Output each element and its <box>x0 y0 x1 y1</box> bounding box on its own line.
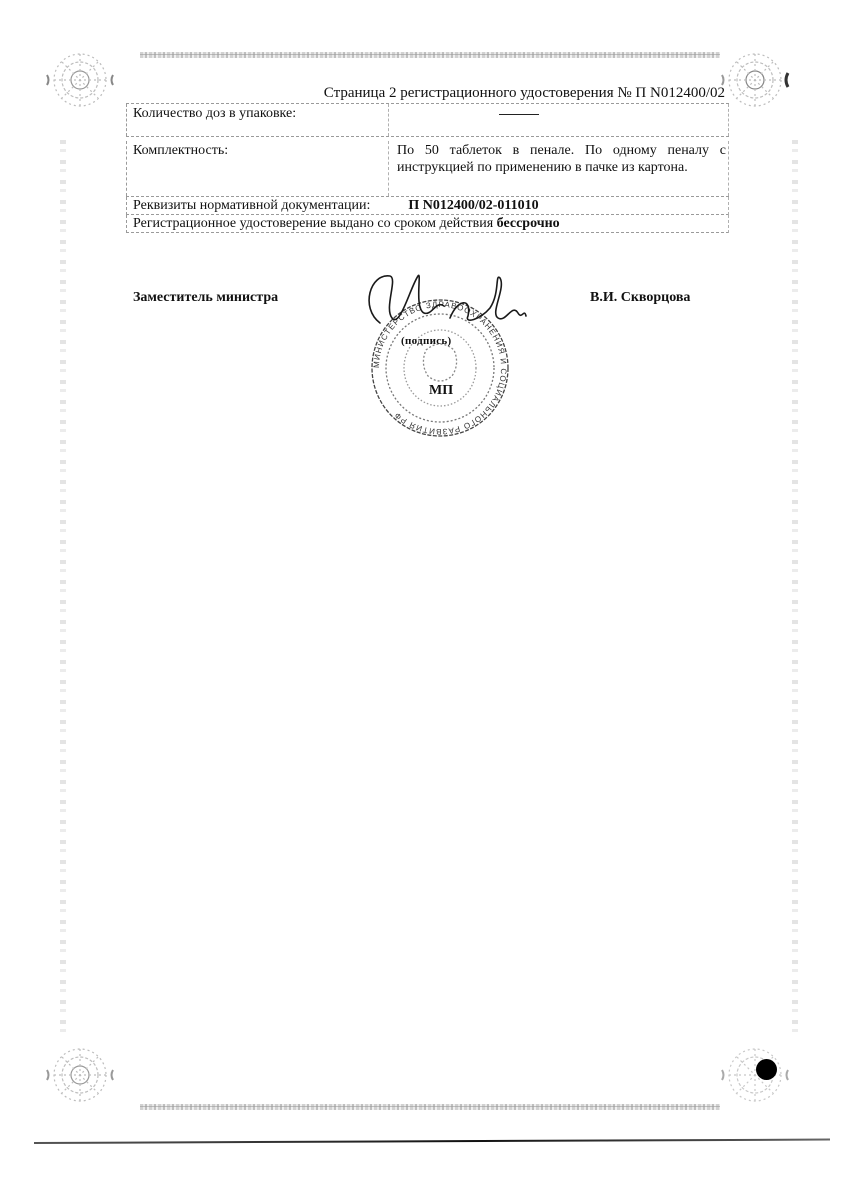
normative-docs-row <box>126 197 729 215</box>
empty-value-dash <box>499 114 539 115</box>
normative-docs-label: Реквизиты нормативной документации: <box>133 198 371 213</box>
validity-value: бессрочно <box>496 216 560 231</box>
top-ornament-band <box>140 52 720 58</box>
stamp-placeholder: МП <box>429 383 454 398</box>
right-ornament-border <box>792 140 798 1040</box>
normative-docs-number: П N012400/02-011010 <box>408 198 539 213</box>
bottom-rule-line <box>34 1139 830 1144</box>
signature-placeholder: (подпись) <box>401 335 452 347</box>
svg-text:МИНИСТЕРСТВО ЗДРАВООХРАНЕНИЯ И: МИНИСТЕРСТВО ЗДРАВООХРАНЕНИЯ И СОЦИАЛЬНОГО РАЗВИТИЯ РФ <box>371 299 509 437</box>
signatory-position: Заместитель министра <box>133 290 279 305</box>
page-title: Страница 2 регистрационного удостоверения № П N012400/02 <box>323 85 725 101</box>
bottom-ornament-band <box>140 1104 720 1110</box>
row-value: По 50 таблеток в пенале. По одному пеналу с инструкцией по применению в пачке из картона. <box>388 141 729 196</box>
official-seal-icon <box>340 268 540 440</box>
row-label: Комплектность: <box>126 141 388 196</box>
rosette-icon <box>45 1040 115 1110</box>
rosette-icon <box>720 1040 790 1110</box>
left-ornament-border <box>60 140 66 1040</box>
table-row <box>126 137 729 197</box>
validity-row <box>126 215 729 233</box>
table-row <box>126 103 729 137</box>
rosette-icon <box>45 45 115 115</box>
rosette-icon <box>720 45 790 115</box>
validity-text: Регистрационное удостоверение выдано со сроком действия <box>133 216 497 231</box>
signatory-name: В.И. Скворцова <box>590 290 691 305</box>
row-value <box>388 104 729 136</box>
row-label: Количество доз в упаковке: <box>126 104 388 136</box>
corner-marker-dot <box>756 1059 777 1080</box>
registration-table <box>126 103 729 233</box>
